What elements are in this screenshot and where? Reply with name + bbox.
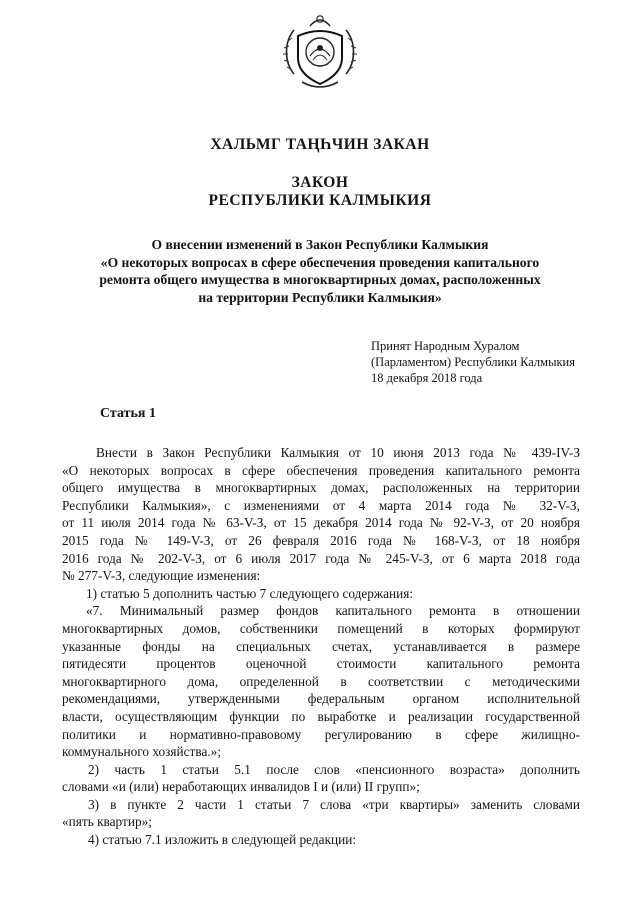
article-body	[62, 444, 580, 849]
title-zakon: ЗАКОН	[291, 174, 349, 191]
body-line: № 277-V-З, следующие изменения:	[62, 568, 261, 584]
body-line: «7. Минимальный размер фондов капитального ремонта в отношении	[86, 603, 580, 619]
kalmykia-coat-of-arms-icon	[280, 12, 360, 94]
subject-line: на территории Республики Калмыкия»	[198, 289, 442, 305]
body-line: 4) статью 7.1 изложить в следующей редакции:	[88, 832, 357, 848]
body-line: указанные фонды на специальных счетах, устанавливается в размере	[62, 638, 580, 654]
adoption-line: 18 декабря 2018 года	[371, 371, 483, 385]
body-line: «О некоторых вопросах в сфере обеспечения проведения капитального ремонта	[62, 462, 580, 478]
body-line: словами «и (или) неработающих инвалидов I и (или) II групп»;	[62, 779, 420, 795]
title-republic: РЕСПУБЛИКИ КАЛМЫКИЯ	[208, 192, 432, 209]
body-line: рекомендациями, утвержденными федеральным органом исполнительной	[62, 691, 580, 707]
body-line: пятидесяти процентов оценочной стоимости капитального ремонта	[62, 656, 580, 672]
body-line: 2015 года № 149-V-З, от 26 февраля 2016 года № 168-V-З, от 18 ноября	[62, 532, 580, 548]
body-line: Республики Калмыкия», с изменениями от 4 марта 2014 года № 32-V-З,	[62, 497, 580, 513]
body-line: 2016 года № 202-V-З, от 6 июля 2017 года № 245-V-З, от 6 марта 2018 года	[62, 550, 580, 566]
law-subject	[60, 236, 580, 306]
body-line: от 11 июля 2014 года № 63-V-З, от 15 декабря 2014 года № 92-V-З, от 20 ноября	[62, 515, 580, 531]
body-line: 2) часть 1 статьи 5.1 после слов «пенсионного возраста» дополнить	[88, 761, 580, 777]
body-line: 3) в пункте 2 части 1 статьи 7 слова «три квартиры» заменить словами	[88, 796, 580, 812]
subject-line: ремонта общего имущества в многоквартирных домах, расположенных	[99, 272, 541, 287]
subject-line: О внесении изменений в Закон Республики Калмыкия	[151, 237, 489, 252]
body-line: общего имущества в многоквартирных домах, расположенных на территории	[62, 480, 580, 496]
title-kalmyk: ХАЛЬМГ ТАҢҺЧИН ЗАКАН	[210, 136, 430, 153]
body-line: коммунального хозяйства.»;	[62, 744, 222, 760]
body-line: многоквартирных домов, собственники помещений в которых формируют	[62, 620, 580, 636]
article-title: Статья 1	[100, 406, 156, 421]
body-line: власти, осуществляющим функции по выработке и реализации государственной	[62, 708, 580, 724]
body-line: многоквартирного дома, определенной в соответствии с методическими	[62, 673, 580, 689]
adoption-line: Принят Народным Хуралом	[371, 339, 520, 353]
body-line: 1) статью 5 дополнить частью 7 следующего содержания:	[86, 585, 414, 601]
adoption-note	[371, 338, 575, 386]
body-line: политики и нормативно-правовому регулированию в сфере жилищно-	[62, 726, 580, 742]
adoption-line: (Парламентом) Республики Калмыкия	[371, 355, 575, 369]
body-line: Внести в Закон Республики Калмыкия от 10 июня 2013 года № 439-IV-З	[96, 445, 580, 460]
subject-line: «О некоторых вопросах в сфере обеспечения проведения капитального	[100, 254, 540, 270]
body-line: «пять квартир»;	[62, 814, 152, 830]
